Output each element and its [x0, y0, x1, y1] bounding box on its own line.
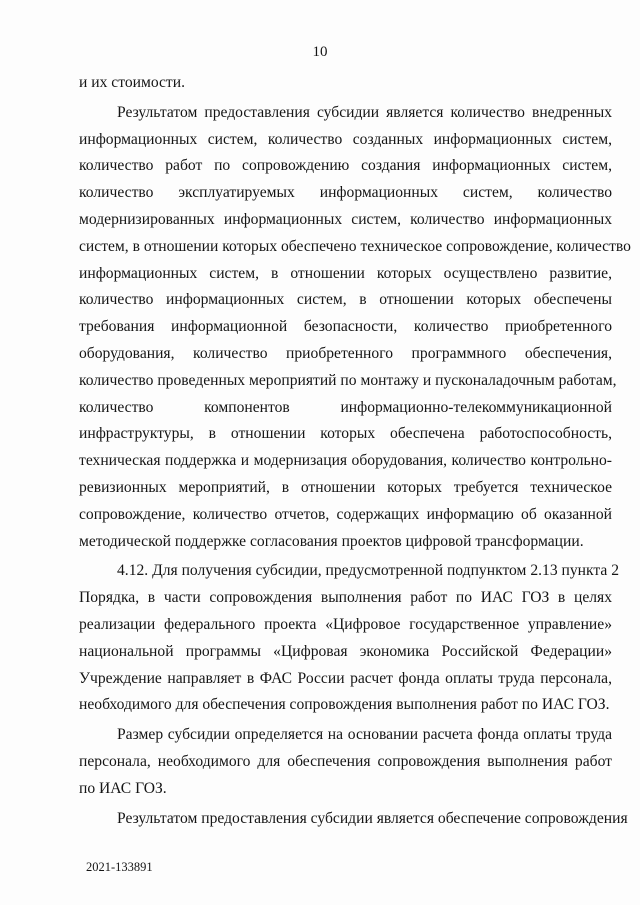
text-line: сопровождение, количество отчетов, содержащих информацию об оказанной — [79, 505, 612, 523]
text-line: 4.12. Для получения субсидии, предусмотренной подпунктом 2.13 пункта 2 — [117, 562, 619, 580]
text-line: систем, в отношении которых обеспечено техническое сопровождение, количество — [79, 237, 631, 255]
text-line: национальной программы «Цифровая экономика Российской Федерации» — [79, 642, 612, 660]
text-line: требования информационной безопасности, количество приобретенного — [79, 318, 612, 336]
text-line: реализации федерального проекта «Цифровое государственное управление» — [79, 615, 612, 633]
text-line: модернизированных информационных систем, количество информационных — [79, 210, 612, 228]
text-line: и их стоимости. — [79, 74, 185, 91]
text-line: количество работ по сопровождению создания информационных систем, — [79, 157, 612, 175]
text-line: инфраструктуры, в отношении которых обеспечена работоспособность, — [79, 425, 612, 443]
text-line: информационных систем, в отношении которых осуществлено развитие, — [79, 264, 612, 282]
text-line: количество информационных систем, в отношении которых обеспечены — [79, 291, 612, 309]
text-line: Учреждение направляет в ФАС России расчет фонда оплаты труда персонала, — [79, 669, 612, 687]
text-line: количество компонентов информационно-телекоммуникационной — [79, 398, 612, 416]
text-line: Результатом предоставления субсидии является количество внедренных — [117, 103, 612, 121]
text-line: количество эксплуатируемых информационных систем, количество — [79, 184, 612, 202]
text-line: Размер субсидии определяется на основании расчета фонда оплаты труда — [117, 726, 612, 744]
text-line: оборудования, количество приобретенного программного обеспечения, — [79, 344, 612, 362]
text-line: информационных систем, количество созданных информационных систем, — [79, 130, 612, 148]
text-line: необходимого для обеспечения сопровождения выполнения работ по ИАС ГОЗ. — [79, 696, 610, 714]
text-line: Порядка, в части сопровождения выполнения работ по ИАС ГОЗ в целях — [79, 589, 612, 607]
text-line: количество проведенных мероприятий по монтажу и пусконаладочным работам, — [79, 371, 617, 389]
text-line: ревизионных мероприятий, в отношении которых требуется техническое — [79, 478, 612, 496]
text-line: персонала, необходимого для обеспечения сопровождения выполнения работ — [79, 752, 612, 770]
text-line: Результатом предоставления субсидии является обеспечение сопровождения — [117, 809, 628, 827]
body-text — [79, 70, 631, 832]
text-line: по ИАС ГОЗ. — [79, 779, 167, 797]
text-line: техническая поддержка и модернизация оборудования, количество контрольно- — [79, 452, 612, 470]
document-code: 2021-133891 — [86, 860, 153, 874]
text-line: методической поддержке согласования проектов цифровой трансформации. — [79, 532, 584, 550]
page-number: 10 — [312, 44, 328, 60]
